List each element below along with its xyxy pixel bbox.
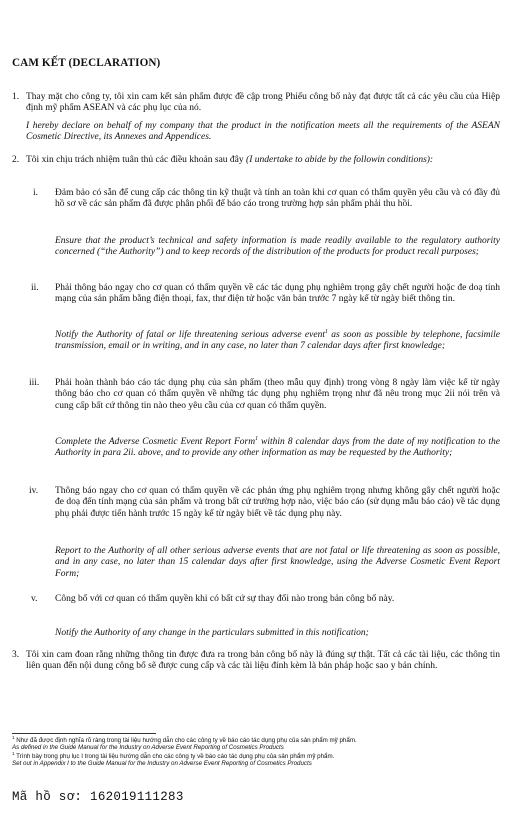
subitem-number: iii.	[29, 378, 40, 388]
footnote-ref: 1	[324, 328, 328, 335]
subitem-number: v.	[31, 594, 38, 604]
item-1-en: I hereby declare on behalf of my company that the product in the notification meets all the requirements of the ASEAN Cosmetic Directive, its Annexes and Appendices.	[26, 121, 500, 143]
item-2-vi: Tôi xin chịu trách nhiệm tuân thủ các điều khoản sau đây	[26, 155, 244, 165]
subitem-v-en: Notify the Authority of any change in the particulars submitted in this notification;	[55, 628, 369, 638]
item-number: 1.	[12, 92, 20, 102]
subitem-iv-vi: Thông báo ngay cho cơ quan có thẩm quyền về các phản ứng phụ nghiêm trọng nhưng không gây chết người hoặc đe doạ đến tính mạng của sản phẩm và trong bất cứ trường hợp nào, việc báo cáo (sử dụng mẫu báo cáo) về tác dụng phụ phải được tiến hành trước 15 ngày kể từ ngày biết về tác dụng phụ này.	[55, 486, 500, 519]
subitem-number: ii.	[31, 283, 39, 293]
item-number: 3.	[12, 650, 20, 660]
item-2-text	[26, 155, 500, 166]
footnote-1-vi: $^1$ Như đã được định nghĩa rõ ràng trong tài liệu hướng dẫn cho các công ty về báo cáo tác dụng phụ của sản phẩm mỹ phẩm.	[12, 734, 357, 744]
footnote-2-en: Set out in Appendix I to the Guide Manual for the Industry on Adverse Event Reporting of Cosmetics Products	[12, 760, 312, 767]
subitem-iii-en: Complete the Adverse Cosmetic Event Report Form$^1$ within 8 calendar days from the date of my notification to the Authority in para 2ii. above, and to provide any other information as may be requested by the Authority;	[55, 435, 500, 459]
footnote-ref: 1	[255, 435, 259, 442]
subitem-number: iv.	[29, 486, 39, 496]
subitem-iv-en: Report to the Authority of all other serious adverse events that are not fatal or life threatening as soon as possible, and in any case, no later than 15 calendar days after first knowledge, using the Adverse Cosmetic Event Report Form;	[55, 546, 500, 579]
footnote-divider	[12, 733, 156, 734]
item-3-vi: Tôi xin cam đoan rằng những thông tin được đưa ra trong bản công bố này là đúng sự thật. Tất cả các tài liệu, các thông tin liên quan đến nội dung công bố sẽ được cung cấp và các tài liệu đính kèm là bản pháp hoặc sao y bản chính.	[26, 650, 500, 672]
footnote-1-en: As defined in the Guide Manual for the Industry on Adverse Event Reporting of Cosmetics Products	[12, 744, 284, 751]
record-code: Mã hồ sơ: 162019111283	[12, 790, 184, 804]
subitem-v-vi: Công bố với cơ quan có thẩm quyền khi có bất cứ sự thay đổi nào trong bản công bố này.	[55, 594, 395, 604]
page-title: CAM KẾT (DECLARATION)	[12, 57, 161, 69]
subitem-i-vi: Đảm bảo có sẵn để cung cấp các thông tin kỹ thuật và tính an toàn khi cơ quan có thẩm quyền yêu cầu và có đầy đủ hồ sơ về các sản phẩm đã được phân phối để báo cáo trong trường hợp sản phẩm phải thu hồi.	[55, 188, 500, 210]
subitem-ii-en: Notify the Authority of fatal or life threatening serious adverse event$^1$ as soon as possible by telephone, facsimile transmission, email or in writing, and in any case, no later than 7 calendar days after first knowledge;	[55, 328, 500, 352]
subitem-ii-vi: Phải thông báo ngay cho cơ quan có thẩm quyền về các tác dụng phụ nghiêm trọng gây chết người hoặc đe doạ tính mạng của sản phẩm bằng điện thoại, fax, thư điện tử hoặc văn bản trước 7 ngày kể từ ngày biết thông tin.	[55, 283, 500, 305]
subitem-i-en: Ensure that the product’s technical and safety information is made readily available to the regulatory authority concerned (“the Authority”) and to keep records of the distribution of the products for product recall purposes;	[55, 236, 500, 258]
footnote-2-vi: $^1$ Trình bày trong phụ lục I trong tài liệu hướng dẫn cho các công ty về báo cáo tác dụng phụ của sản phẩm mỹ phẩm.	[12, 750, 335, 760]
item-number: 2.	[12, 155, 20, 165]
subitem-iii-vi: Phải hoàn thành báo cáo tác dụng phụ của sản phẩm (theo mẫu quy định) trong vòng 8 ngày làm việc kể từ ngày thông báo cho cơ quan có thẩm quyền về những tác dụng phụ nghiêm trọng như đã nêu trong mục 2ii nói trên và cung cấp bất cứ thông tin nào theo yêu cầu của cơ quan có thẩm quyền.	[55, 378, 500, 411]
item-1-vi: Thay mặt cho công ty, tôi xin cam kết sản phẩm được đề cập trong Phiếu công bố này đạt được tất cả các yêu cầu của Hiệp định mỹ phẩm ASEAN và các phụ lục của nó.	[26, 92, 500, 114]
item-2-en: (I undertake to abide by the followin conditions):	[246, 155, 434, 165]
subitem-number: i.	[33, 188, 39, 198]
